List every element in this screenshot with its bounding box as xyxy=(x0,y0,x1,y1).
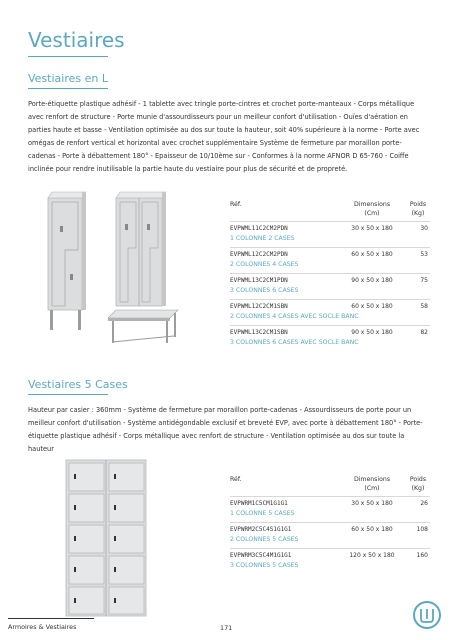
product-weight: 26 xyxy=(420,500,428,507)
product-label: 2 COLONNES 5 CASES xyxy=(230,536,299,543)
col-header-ref: Réf. xyxy=(230,201,242,208)
product-label: 2 COLONNES 4 CASES AVEC SOCLE BANC xyxy=(230,313,359,320)
col-weight-unit: (Kg) xyxy=(411,485,425,492)
product-ref: EVPWML13C2CM1SBN xyxy=(230,329,288,336)
product-label: 2 COLONNES 4 CASES xyxy=(230,261,299,268)
table-row xyxy=(230,299,430,324)
product-weight: 53 xyxy=(420,251,428,258)
product-weight: 58 xyxy=(420,303,428,310)
col-dimensions-unit: (Cm) xyxy=(364,485,380,492)
table-row xyxy=(230,496,430,521)
col-weight-label: Poids xyxy=(409,201,427,208)
product-weight: 30 xyxy=(420,225,428,232)
product-weight: 108 xyxy=(416,526,428,533)
table-header xyxy=(230,475,430,495)
product-dimensions: 30 x 50 x 180 xyxy=(351,225,393,232)
table-header xyxy=(230,200,430,220)
table-row xyxy=(230,273,430,298)
section-heading-vestiaires-5-cases: Vestiaires 5 Cases xyxy=(28,378,128,391)
page-title-underline xyxy=(28,56,108,57)
col-header-dimensions xyxy=(340,475,404,493)
page-number: 171 xyxy=(220,624,233,632)
product-dimensions: 30 x 50 x 180 xyxy=(351,500,393,507)
product-ref: EVPWML12C2CM2PDN xyxy=(230,251,288,258)
section-description: Porte-étiquette plastique adhésif - 1 tablette avec tringle porte-cintres et crochet porte-manteaux - Corps métallique avec renfort de structure - Porte munie d'assourdisseurs pour un meilleur confort d'utilisation - Ouïes d'aération en parties haute et basse - Ventilation optimisée au dos sur toute la hauteur, soit 40% supérieure à la norme - Porte avec omégas de renfort vertical et horizontal avec crochet supplémentaire Système de fermeture par moraillon porte-cadenas - Porte à débattement 180° - Epaisseur de 10/10ème sur - Conformes à la norme AFNOR D 65-760 - Coiffe inclinée pour rendre inutilisable la partie haute du vestiaire pour plus de sécurité et de propreté. xyxy=(28,100,420,173)
five-case-locker-illustration xyxy=(62,458,152,618)
product-label: 3 COLONNES 5 CASES xyxy=(230,562,299,569)
product-label: 1 COLONNE 2 CASES xyxy=(230,235,295,242)
col-header-weight xyxy=(406,475,430,493)
product-ref: EVPWRM2C5C4S1G1G1 xyxy=(230,526,292,533)
section-description: Hauteur par casier : 360mm - Système de fermeture par moraillon porte-cadenas - Assourdisseurs de porte pour un meilleur confort d'utilisation - Système antidégondable exclusif et breveté EVP, avec porte à débattement 180° - Porte-étiquette plastique adhésif - Corps métallique avec renfort de structure - Ventilation optimisée au dos sur toute la hauteur xyxy=(28,406,423,453)
footer-rule xyxy=(8,618,94,619)
product-dimensions: 60 x 50 x 180 xyxy=(351,526,393,533)
product-weight: 82 xyxy=(420,329,428,336)
table-row xyxy=(230,325,430,350)
product-label: 3 COLONNES 6 CASES xyxy=(230,287,299,294)
product-ref: EVPWML12C2CM1SBN xyxy=(230,303,288,310)
table-row xyxy=(230,522,430,547)
section-heading-underline xyxy=(28,394,108,395)
table-row xyxy=(230,548,430,573)
product-weight: 160 xyxy=(416,552,428,559)
brand-logo-icon xyxy=(412,600,442,630)
product-dimensions: 60 x 50 x 180 xyxy=(351,251,393,258)
table-row xyxy=(230,247,430,272)
table-row xyxy=(230,221,430,246)
product-dimensions: 60 x 50 x 180 xyxy=(351,303,393,310)
col-weight-label: Poids xyxy=(409,476,427,483)
section-heading-vestiaires-en-l: Vestiaires en L xyxy=(28,72,108,85)
footer-section-label: Armoires & Vestiaires xyxy=(8,623,77,631)
product-label: 1 COLONNE 5 CASES xyxy=(230,510,295,517)
col-header-ref: Réf. xyxy=(230,476,242,483)
col-header-dimensions xyxy=(340,200,404,218)
product-ref: EVPWML13C2CM1PDN xyxy=(230,277,288,284)
product-dimensions: 90 x 50 x 180 xyxy=(351,277,393,284)
product-table-5-cases xyxy=(230,475,430,573)
product-dimensions: 120 x 50 x 180 xyxy=(349,552,395,559)
product-weight: 75 xyxy=(420,277,428,284)
col-dimensions-unit: (Cm) xyxy=(364,210,380,217)
col-dimensions-label: Dimensions xyxy=(353,201,391,208)
product-dimensions: 90 x 50 x 180 xyxy=(351,329,393,336)
product-label: 3 COLONNES 6 CASES AVEC SOCLE BANC xyxy=(230,339,359,346)
product-table-l xyxy=(230,200,430,350)
col-weight-unit: (Kg) xyxy=(411,210,425,217)
page-title: Vestiaires xyxy=(28,28,125,52)
product-ref: EVPWRM3C5C4M1G1G1 xyxy=(230,552,292,559)
l-locker-illustration xyxy=(38,190,188,350)
col-dimensions-label: Dimensions xyxy=(353,476,391,483)
product-ref: EVPWML11C2CM2PDN xyxy=(230,225,288,232)
product-ref: EVPWRM1C5CM1G1G1 xyxy=(230,500,288,507)
section-heading-underline xyxy=(28,88,108,89)
col-header-weight xyxy=(406,200,430,218)
